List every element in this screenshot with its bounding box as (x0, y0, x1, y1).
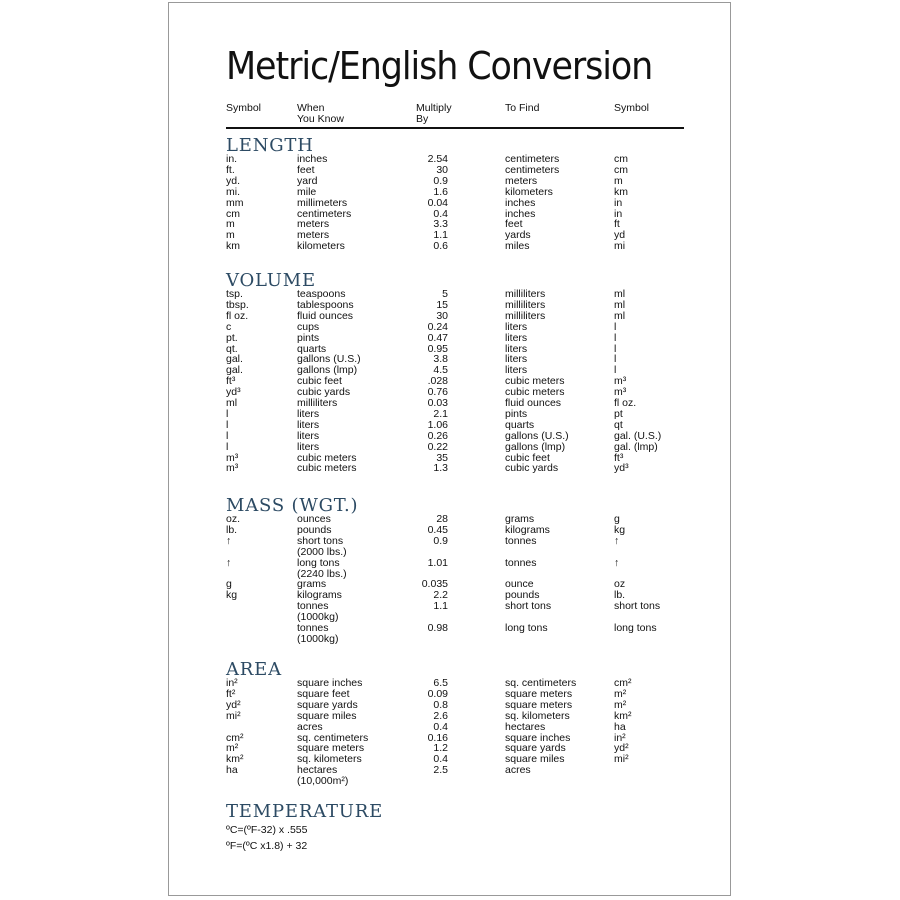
table-row (0, 558, 900, 569)
cell-when-you-know: millimeters (297, 196, 348, 209)
cell-result-symbol: yd³ (614, 462, 629, 475)
cell-symbol: ha (226, 764, 238, 777)
cell-multiply-by: 3.3 (433, 218, 448, 231)
cell-result-symbol: g (614, 513, 620, 525)
cell-to-find: cubic meters (505, 386, 565, 399)
cell-to-find: milliliters (505, 309, 546, 322)
cell-multiply-by: 2.6 (433, 709, 448, 722)
cell-to-find: short tons (505, 600, 552, 613)
cell-result-symbol: short tons (614, 600, 661, 613)
cell-result-symbol: l (614, 320, 617, 333)
cell-multiply-by: 2.54 (427, 153, 448, 165)
cell-when-you-know: acres (297, 720, 323, 733)
cell-to-find: sq. centimeters (505, 677, 577, 689)
cell-when-you-know: kilograms (297, 589, 342, 602)
cell-multiply-by: 30 (436, 163, 448, 176)
cell-multiply-by: 0.22 (427, 440, 448, 453)
section-title-volume: VOLUME (226, 270, 316, 291)
cell-multiply-by: 0.04 (427, 196, 448, 209)
cell-to-find: feet (505, 218, 523, 231)
cell-when-you-know: tonnes (297, 622, 329, 634)
cell-symbol: in. (226, 153, 238, 165)
header-symbol: Symbol (226, 102, 262, 114)
cell-result-symbol: cm (614, 163, 628, 176)
table-row (0, 601, 900, 612)
cell-when-you-know: liters (297, 418, 320, 431)
table-row (0, 241, 900, 252)
table-row (0, 711, 900, 722)
table-row (0, 300, 900, 311)
cell-when-you-know: (2000 lbs.) (297, 545, 347, 558)
cell-multiply-by: 1.1 (433, 229, 448, 242)
cell-multiply-by: 1.3 (433, 462, 448, 475)
table-row (0, 230, 900, 241)
cell-result-symbol: kg (614, 523, 626, 536)
cell-result-symbol: ↑ (614, 534, 620, 547)
cell-when-you-know: cubic meters (297, 462, 357, 475)
cell-multiply-by: 1.6 (433, 185, 448, 198)
cell-when-you-know: kilometers (297, 240, 345, 253)
cell-when-you-know: gallons (lmp) (297, 364, 358, 377)
cell-multiply-by: 1.06 (427, 418, 448, 431)
table-row (0, 198, 900, 209)
cell-result-symbol: l (614, 342, 617, 355)
cell-to-find: liters (505, 364, 528, 377)
cell-result-symbol: oz (614, 578, 626, 591)
cell-symbol: m² (226, 742, 239, 755)
cell-to-find: long tons (505, 622, 548, 634)
cell-to-find: grams (505, 513, 535, 525)
table-row (0, 634, 900, 645)
table-row (0, 700, 900, 711)
cell-symbol: cm² (226, 731, 244, 744)
header-when-line1: When (297, 102, 325, 114)
cell-symbol: ml (226, 397, 238, 409)
cell-when-you-know: feet (297, 163, 315, 176)
cell-multiply-by: .028 (427, 375, 448, 388)
table-row (0, 289, 900, 300)
cell-when-you-know: meters (297, 229, 330, 242)
cell-symbol: m³ (226, 462, 239, 475)
table-row (0, 678, 900, 689)
table-row (0, 387, 900, 398)
cell-multiply-by: 0.95 (427, 342, 448, 355)
cell-symbol: gal. (226, 353, 243, 366)
cell-when-you-know: centimeters (297, 207, 352, 220)
cell-to-find: centimeters (505, 153, 560, 165)
table-row (0, 154, 900, 165)
cell-symbol: mi. (226, 185, 240, 198)
cell-to-find: gallons (U.S.) (505, 429, 569, 442)
cell-to-find: milliliters (505, 298, 546, 311)
cell-when-you-know: milliliters (297, 397, 338, 409)
cell-result-symbol: ↑ (614, 556, 620, 569)
table-row (0, 765, 900, 776)
cell-when-you-know: tonnes (297, 600, 329, 613)
cell-multiply-by: 1.2 (433, 742, 448, 755)
cell-result-symbol: cm (614, 153, 628, 165)
cell-when-you-know: cubic feet (297, 375, 342, 388)
cell-result-symbol: long tons (614, 622, 657, 634)
table-row (0, 514, 900, 525)
cell-symbol: m³ (226, 451, 239, 464)
cell-to-find: fluid ounces (505, 397, 562, 409)
cell-symbol: m (226, 218, 235, 231)
header-multiply-by (416, 103, 452, 125)
cell-result-symbol: gal. (U.S.) (614, 429, 662, 442)
cell-symbol: km (226, 240, 240, 253)
cell-symbol: ↑ (226, 534, 232, 547)
table-row (0, 590, 900, 601)
cell-to-find: hectares (505, 720, 546, 733)
cell-to-find: liters (505, 353, 528, 366)
cell-to-find: centimeters (505, 163, 560, 176)
cell-when-you-know: pounds (297, 523, 332, 536)
cell-to-find: liters (505, 331, 528, 344)
cell-to-find: tonnes (505, 556, 537, 569)
cell-result-symbol: km² (614, 709, 632, 722)
cell-multiply-by: 0.09 (427, 687, 448, 700)
table-row (0, 463, 900, 474)
cell-multiply-by: 0.98 (427, 622, 448, 634)
cell-to-find: yards (505, 229, 531, 242)
table-row (0, 376, 900, 387)
cell-symbol: l (226, 407, 229, 420)
table-row (0, 165, 900, 176)
cell-symbol: oz. (226, 513, 241, 525)
cell-symbol: tbsp. (226, 298, 249, 311)
cell-when-you-know: long tons (297, 556, 340, 569)
cell-result-symbol: m² (614, 698, 627, 711)
cell-when-you-know: liters (297, 429, 320, 442)
cell-when-you-know: pints (297, 331, 320, 344)
cell-multiply-by: 30 (436, 309, 448, 322)
cell-multiply-by: 0.9 (433, 174, 448, 187)
cell-result-symbol: km (614, 185, 628, 198)
cell-when-you-know: square yards (297, 698, 358, 711)
section-title-temperature: TEMPERATURE (226, 801, 384, 822)
cell-to-find: meters (505, 174, 538, 187)
section-title-mass: MASS (WGT.) (226, 495, 359, 516)
cell-multiply-by: 0.45 (427, 523, 448, 536)
cell-symbol: ft³ (226, 375, 236, 388)
cell-result-symbol: in² (614, 731, 626, 744)
cell-when-you-know: sq. centimeters (297, 731, 369, 744)
cell-multiply-by: 0.03 (427, 397, 448, 409)
celsius-formula: ºC=(ºF-32) x .555 (226, 824, 308, 836)
cell-symbol: mm (226, 196, 244, 209)
table-row (0, 689, 900, 700)
table-row (0, 333, 900, 344)
table-row (0, 176, 900, 187)
table-row (0, 344, 900, 355)
cell-result-symbol: l (614, 331, 617, 344)
cell-to-find: inches (505, 207, 536, 220)
cell-result-symbol: yd (614, 229, 626, 242)
table-row (0, 525, 900, 536)
cell-symbol: qt. (226, 342, 238, 355)
cell-when-you-know: meters (297, 218, 330, 231)
table-row (0, 354, 900, 365)
table-row (0, 322, 900, 333)
cell-result-symbol: qt (614, 418, 623, 431)
cell-to-find: square yards (505, 742, 566, 755)
cell-when-you-know: quarts (297, 342, 327, 355)
cell-when-you-know: yard (297, 174, 318, 187)
table-row (0, 311, 900, 322)
header-symbol-result: Symbol (614, 102, 650, 114)
cell-when-you-know: mile (297, 185, 317, 198)
cell-multiply-by: 2.2 (433, 589, 448, 602)
cell-symbol: yd. (226, 174, 241, 187)
table-row (0, 623, 900, 634)
cell-symbol: cm (226, 207, 240, 220)
cell-to-find: cubic yards (505, 462, 559, 475)
cell-to-find: kilometers (505, 185, 553, 198)
table-row (0, 612, 900, 623)
table-row (0, 398, 900, 409)
header-rule (226, 127, 684, 129)
section-title-area: AREA (226, 659, 282, 680)
cell-result-symbol: cm² (614, 677, 632, 689)
cell-to-find: quarts (505, 418, 535, 431)
table-row (0, 431, 900, 442)
cell-result-symbol: ha (614, 720, 626, 733)
cell-multiply-by: 6.5 (433, 677, 448, 689)
cell-to-find: inches (505, 196, 536, 209)
cell-symbol: l (226, 418, 229, 431)
table-row (0, 187, 900, 198)
table-row (0, 569, 900, 580)
table-row (0, 442, 900, 453)
cell-result-symbol: yd² (614, 742, 629, 755)
table-row (0, 579, 900, 590)
cell-result-symbol: pt (614, 407, 623, 420)
table-row (0, 536, 900, 547)
table-row (0, 453, 900, 464)
cell-symbol: ft. (226, 163, 235, 176)
header-multiply-line1: Multiply (416, 102, 452, 114)
cell-symbol: l (226, 429, 229, 442)
cell-to-find: pints (505, 407, 528, 420)
table-row (0, 209, 900, 220)
table-row (0, 420, 900, 431)
cell-result-symbol: l (614, 353, 617, 366)
cell-when-you-know: (2240 lbs.) (297, 567, 347, 580)
cell-multiply-by: 0.24 (427, 320, 448, 333)
page-title: Metric/English Conversion (226, 44, 653, 88)
cell-symbol: g (226, 578, 232, 591)
cell-symbol: l (226, 440, 229, 453)
table-row (0, 776, 900, 787)
cell-multiply-by: 1.01 (427, 556, 448, 569)
header-when-you-know (297, 103, 344, 125)
cell-to-find: square meters (505, 698, 573, 711)
cell-multiply-by: 28 (436, 513, 448, 525)
cell-to-find: liters (505, 320, 528, 333)
cell-multiply-by: 35 (436, 451, 448, 464)
cell-when-you-know: tablespoons (297, 298, 354, 311)
cell-to-find: cubic meters (505, 375, 565, 388)
cell-when-you-know: short tons (297, 534, 344, 547)
cell-when-you-know: sq. kilometers (297, 753, 362, 766)
cell-when-you-know: liters (297, 440, 320, 453)
cell-symbol: in² (226, 677, 238, 689)
cell-result-symbol: m³ (614, 375, 627, 388)
cell-when-you-know: liters (297, 407, 320, 420)
cell-to-find: square inches (505, 731, 571, 744)
cell-to-find: square miles (505, 753, 565, 766)
cell-when-you-know: hectares (297, 764, 338, 777)
cell-symbol: tsp. (226, 288, 243, 300)
cell-multiply-by: 4.5 (433, 364, 448, 377)
cell-multiply-by: 0.47 (427, 331, 448, 344)
cell-to-find: milliliters (505, 288, 546, 300)
header-to-find: To Find (505, 102, 540, 114)
cell-result-symbol: fl oz. (614, 397, 637, 409)
header-when-line2: You Know (297, 113, 344, 125)
cell-to-find: miles (505, 240, 530, 253)
cell-result-symbol: in (614, 196, 623, 209)
fahrenheit-formula: ºF=(ºC x1.8) + 32 (226, 840, 308, 852)
cell-symbol: m (226, 229, 235, 242)
cell-result-symbol: gal. (lmp) (614, 440, 658, 453)
cell-when-you-know: square miles (297, 709, 357, 722)
table-row (0, 733, 900, 744)
cell-result-symbol: ml (614, 288, 626, 300)
cell-symbol: lb. (226, 523, 238, 536)
cell-when-you-know: inches (297, 153, 328, 165)
cell-symbol: km² (226, 753, 244, 766)
cell-multiply-by: 15 (436, 298, 448, 311)
cell-when-you-know: ounces (297, 513, 331, 525)
cell-result-symbol: in (614, 207, 623, 220)
cell-when-you-know: (10,000m²) (297, 775, 349, 788)
cell-multiply-by: 0.26 (427, 429, 448, 442)
cell-multiply-by: 0.6 (433, 240, 448, 253)
cell-multiply-by: 1.1 (433, 600, 448, 613)
cell-multiply-by: 0.76 (427, 386, 448, 399)
cell-symbol: ft² (226, 687, 236, 700)
cell-result-symbol: m³ (614, 386, 627, 399)
cell-to-find: kilograms (505, 523, 550, 536)
cell-result-symbol: ml (614, 298, 626, 311)
cell-symbol: gal. (226, 364, 243, 377)
cell-when-you-know: grams (297, 578, 327, 591)
cell-when-you-know: (1000kg) (297, 632, 339, 645)
cell-multiply-by: 0.4 (433, 207, 448, 220)
cell-result-symbol: mi (614, 240, 626, 253)
table-row (0, 219, 900, 230)
cell-multiply-by: 0.4 (433, 720, 448, 733)
cell-result-symbol: ml (614, 309, 626, 322)
table-row (0, 365, 900, 376)
section-title-length: LENGTH (226, 135, 314, 156)
cell-to-find: tonnes (505, 534, 537, 547)
cell-symbol: kg (226, 589, 238, 602)
cell-symbol: fl oz. (226, 309, 249, 322)
cell-result-symbol: m² (614, 687, 627, 700)
table-row (0, 547, 900, 558)
cell-result-symbol: ft³ (614, 451, 624, 464)
cell-when-you-know: cubic meters (297, 451, 357, 464)
table-row (0, 409, 900, 420)
cell-multiply-by: 2.1 (433, 407, 448, 420)
cell-multiply-by: 0.4 (433, 753, 448, 766)
cell-result-symbol: m (614, 174, 623, 187)
cell-when-you-know: cups (297, 320, 320, 333)
cell-to-find: cubic feet (505, 451, 550, 464)
cell-when-you-know: fluid ounces (297, 309, 354, 322)
cell-multiply-by: 0.035 (421, 578, 448, 591)
table-row (0, 754, 900, 765)
cell-symbol: c (226, 320, 232, 333)
cell-when-you-know: gallons (U.S.) (297, 353, 361, 366)
cell-multiply-by: 3.8 (433, 353, 448, 366)
cell-multiply-by: 0.8 (433, 698, 448, 711)
cell-multiply-by: 2.5 (433, 764, 448, 777)
cell-to-find: square meters (505, 687, 573, 700)
cell-to-find: acres (505, 764, 531, 777)
cell-result-symbol: l (614, 364, 617, 377)
cell-symbol: pt. (226, 331, 238, 344)
cell-symbol: ↑ (226, 556, 232, 569)
cell-symbol: yd³ (226, 386, 241, 399)
cell-to-find: pounds (505, 589, 540, 602)
table-row (0, 743, 900, 754)
cell-multiply-by: 0.9 (433, 534, 448, 547)
cell-when-you-know: square inches (297, 677, 363, 689)
cell-to-find: sq. kilometers (505, 709, 570, 722)
cell-result-symbol: mi² (614, 753, 629, 766)
cell-multiply-by: 5 (442, 288, 448, 300)
cell-to-find: liters (505, 342, 528, 355)
cell-when-you-know: teaspoons (297, 288, 346, 300)
cell-when-you-know: cubic yards (297, 386, 351, 399)
cell-to-find: gallons (lmp) (505, 440, 566, 453)
cell-when-you-know: square meters (297, 742, 365, 755)
header-multiply-line2: By (416, 113, 429, 125)
cell-result-symbol: lb. (614, 589, 626, 602)
cell-when-you-know: square feet (297, 687, 350, 700)
cell-symbol: mi² (226, 709, 241, 722)
cell-symbol: yd² (226, 698, 241, 711)
cell-multiply-by: 0.16 (427, 731, 448, 744)
cell-result-symbol: ft (614, 218, 620, 231)
table-row (0, 722, 900, 733)
cell-to-find: ounce (505, 578, 534, 591)
cell-when-you-know: (1000kg) (297, 611, 339, 624)
